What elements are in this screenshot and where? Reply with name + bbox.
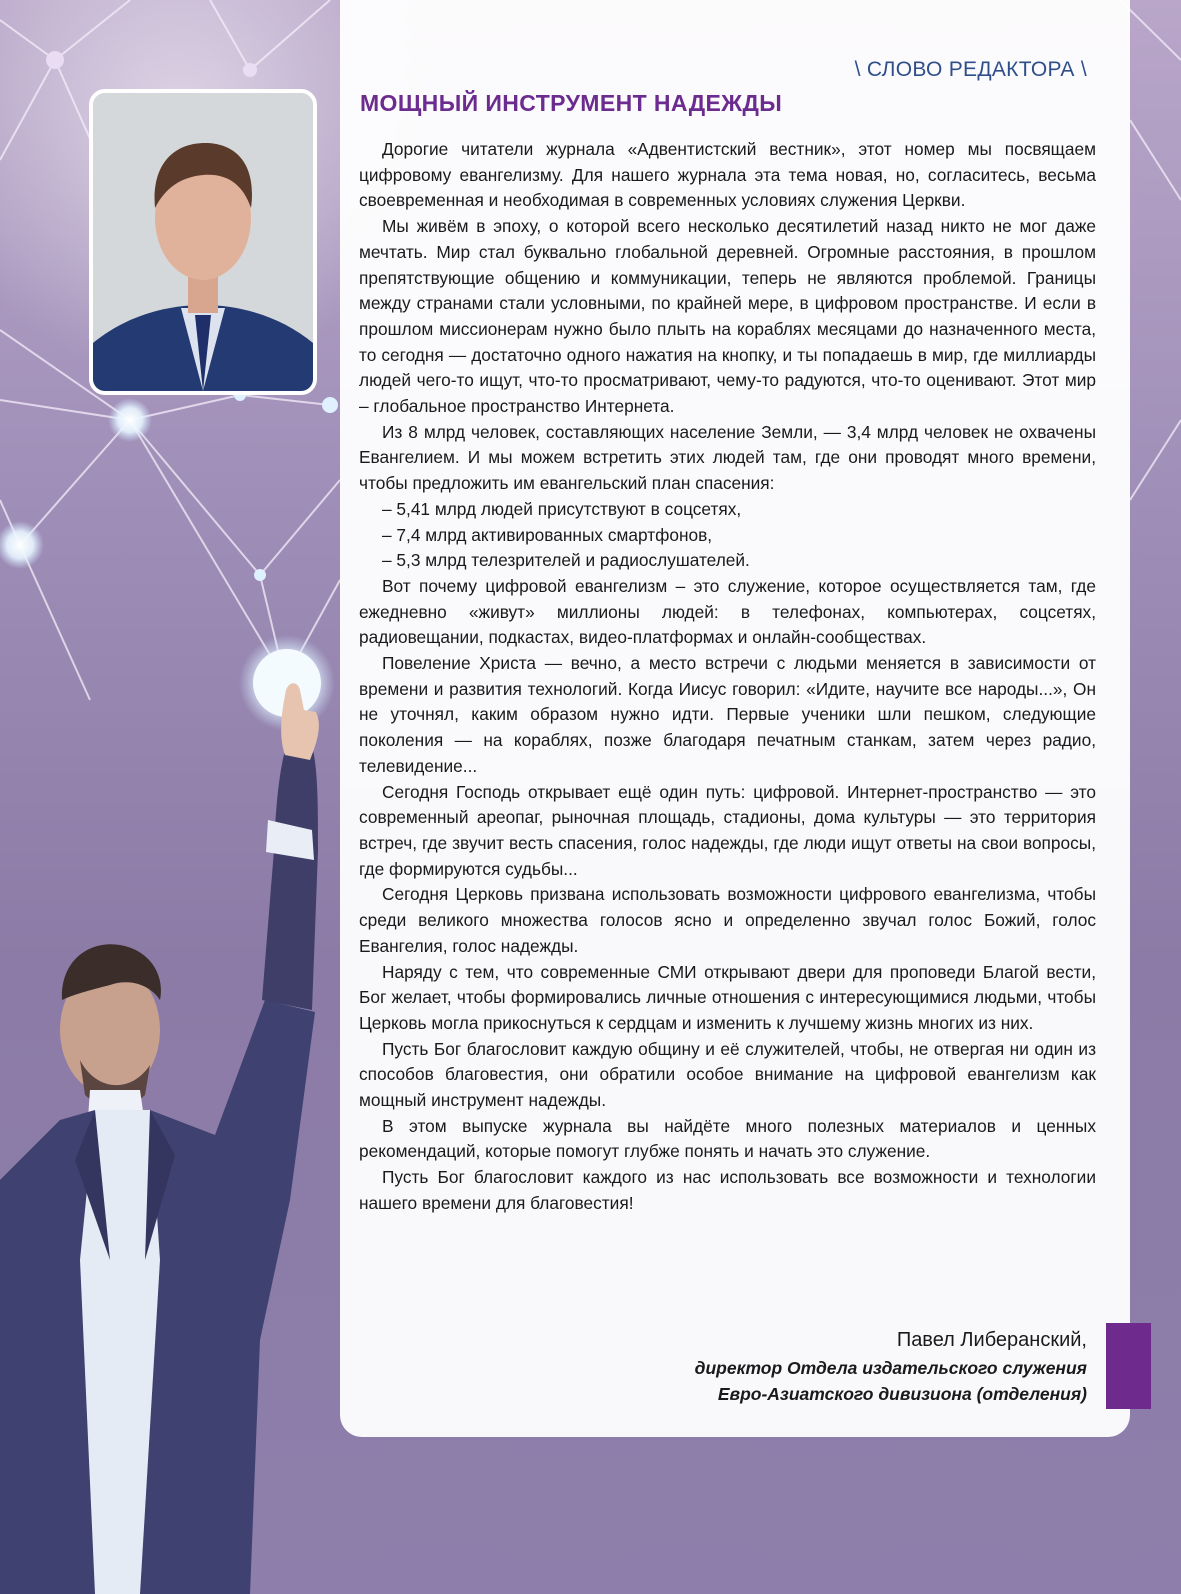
article-paragraph: Мы живём в эпоху, о которой всего несколько десятилетий назад никто не мог даже мечтать. Мир стал буквально глобальной деревней. Огромные расстояния, в прошлом препятствующие общению и коммуникации, теперь не являются проблемой. Границы между странами стали условными, по крайней мере, в цифровом пространстве. И если в прошлом миссионерам нужно было плыть на кораблях месяцами до назначенного места, то сегодня — достаточно одного нажатия на кнопку, и ты попадаешь в мир, где миллиарды людей чего-то ищут, что-то просматривают, чему-то радуются, что-то оценивают. Этот мир – глобальное пространство Интернета.	[359, 216, 1096, 417]
author-signature	[695, 1325, 1087, 1407]
man-pointing-up-illustration	[0, 640, 345, 1594]
statistics-list-item: – 5,3 млрд телезрителей и радиослушателей.	[382, 550, 750, 571]
article-paragraph: Пусть Бог благословит каждую общину и её служителей, чтобы, не отвергая ни один из способов благовестия, они обратили особое внимание на цифровой евангелизм как мощный инструмент надежды.	[359, 1038, 1096, 1111]
author-portrait-photo	[89, 89, 317, 395]
article-body	[359, 137, 1096, 1217]
article-paragraph: Повеление Христа — вечно, а место встречи с людьми меняется в зависимости от времени и развития технологий. Когда Иисус говорил: «Идите, научите все народы...», Он не уточнял, каким образом нужно идти. Первые ученики шли пешком, следующие поколения — на кораблях, позже благодаря печатным станкам, затем через радио, телевидение...	[359, 653, 1096, 776]
article-paragraph: Наряду с тем, что современные СМИ открывают двери для проповеди Благой вести, Бог желает, чтобы формировались личные отношения с интересующимися людьми, чтобы Церковь могла прикоснуться к сердцам и изменить к лучшему жизнь многих из них.	[359, 961, 1096, 1033]
article-paragraph: Из 8 млрд человек, составляющих население Земли, — 3,4 млрд человек не охвачены Евангелием. И мы можем встретить этих людей там, где они проводят много времени, чтобы предложить им евангельский план спасения:	[359, 421, 1096, 494]
article-paragraph: В этом выпуске журнала вы найдёте много полезных материалов и ценных рекомендаций, которые помогут глубже понять и начать это служение.	[359, 1115, 1096, 1162]
article-paragraph: Сегодня Церковь призвана использовать возможности цифрового евангелизма, чтобы среди великого множества голосов ясно и определенно звучал голос Божий, голос Евангелия, голос надежды.	[359, 884, 1096, 956]
author-name: Павел Либеранский,	[896, 1329, 1087, 1351]
statistics-list-item: – 5,41 млрд людей присутствуют в соцсетях,	[382, 498, 742, 519]
article-paragraph: Вот почему цифровой евангелизм – это служение, которое осуществляется там, где ежедневно «живут» миллионы людей: в телефонах, компьютерах, соцсетях, радиовещании, подкастах, видео-платформах и онлайн-сообществах.	[359, 575, 1096, 648]
section-label: \ СЛОВО РЕДАКТОРА \	[854, 58, 1087, 81]
article-paragraph: Сегодня Господь открывает ещё один путь: цифровой. Интернет-пространство — это современный ареопаг, рыночная площадь, стадионы, дома культуры — это территория встреч, где звучит весть спасения, голос надежды, где люди ищут ответы на свои вопросы, где формируются судьбы...	[359, 781, 1096, 879]
editorial-panel	[340, 0, 1130, 1437]
author-role-line-2: Евро-Азиатского дивизиона (отделения)	[717, 1384, 1087, 1404]
article-paragraph: Дорогие читатели журнала «Адвентистский вестник», этот номер мы посвящаем цифровому евангелизму. Для нашего журнала эта тема новая, но, согласитесь, весьма своевременная и необходимая в современных условиях служения Церкви.	[359, 139, 1096, 211]
article-paragraph: Пусть Бог благословит каждого из нас использовать все возможности и технологии нашего времени для благовестия!	[359, 1167, 1096, 1213]
article-headline: МОЩНЫЙ ИНСТРУМЕНТ НАДЕЖДЫ	[360, 90, 783, 116]
statistics-list-item: – 7,4 млрд активированных смартфонов,	[382, 524, 713, 545]
author-role-line-1: директор Отдела издательского служения	[694, 1358, 1087, 1378]
page-accent-bar	[1106, 1323, 1151, 1409]
